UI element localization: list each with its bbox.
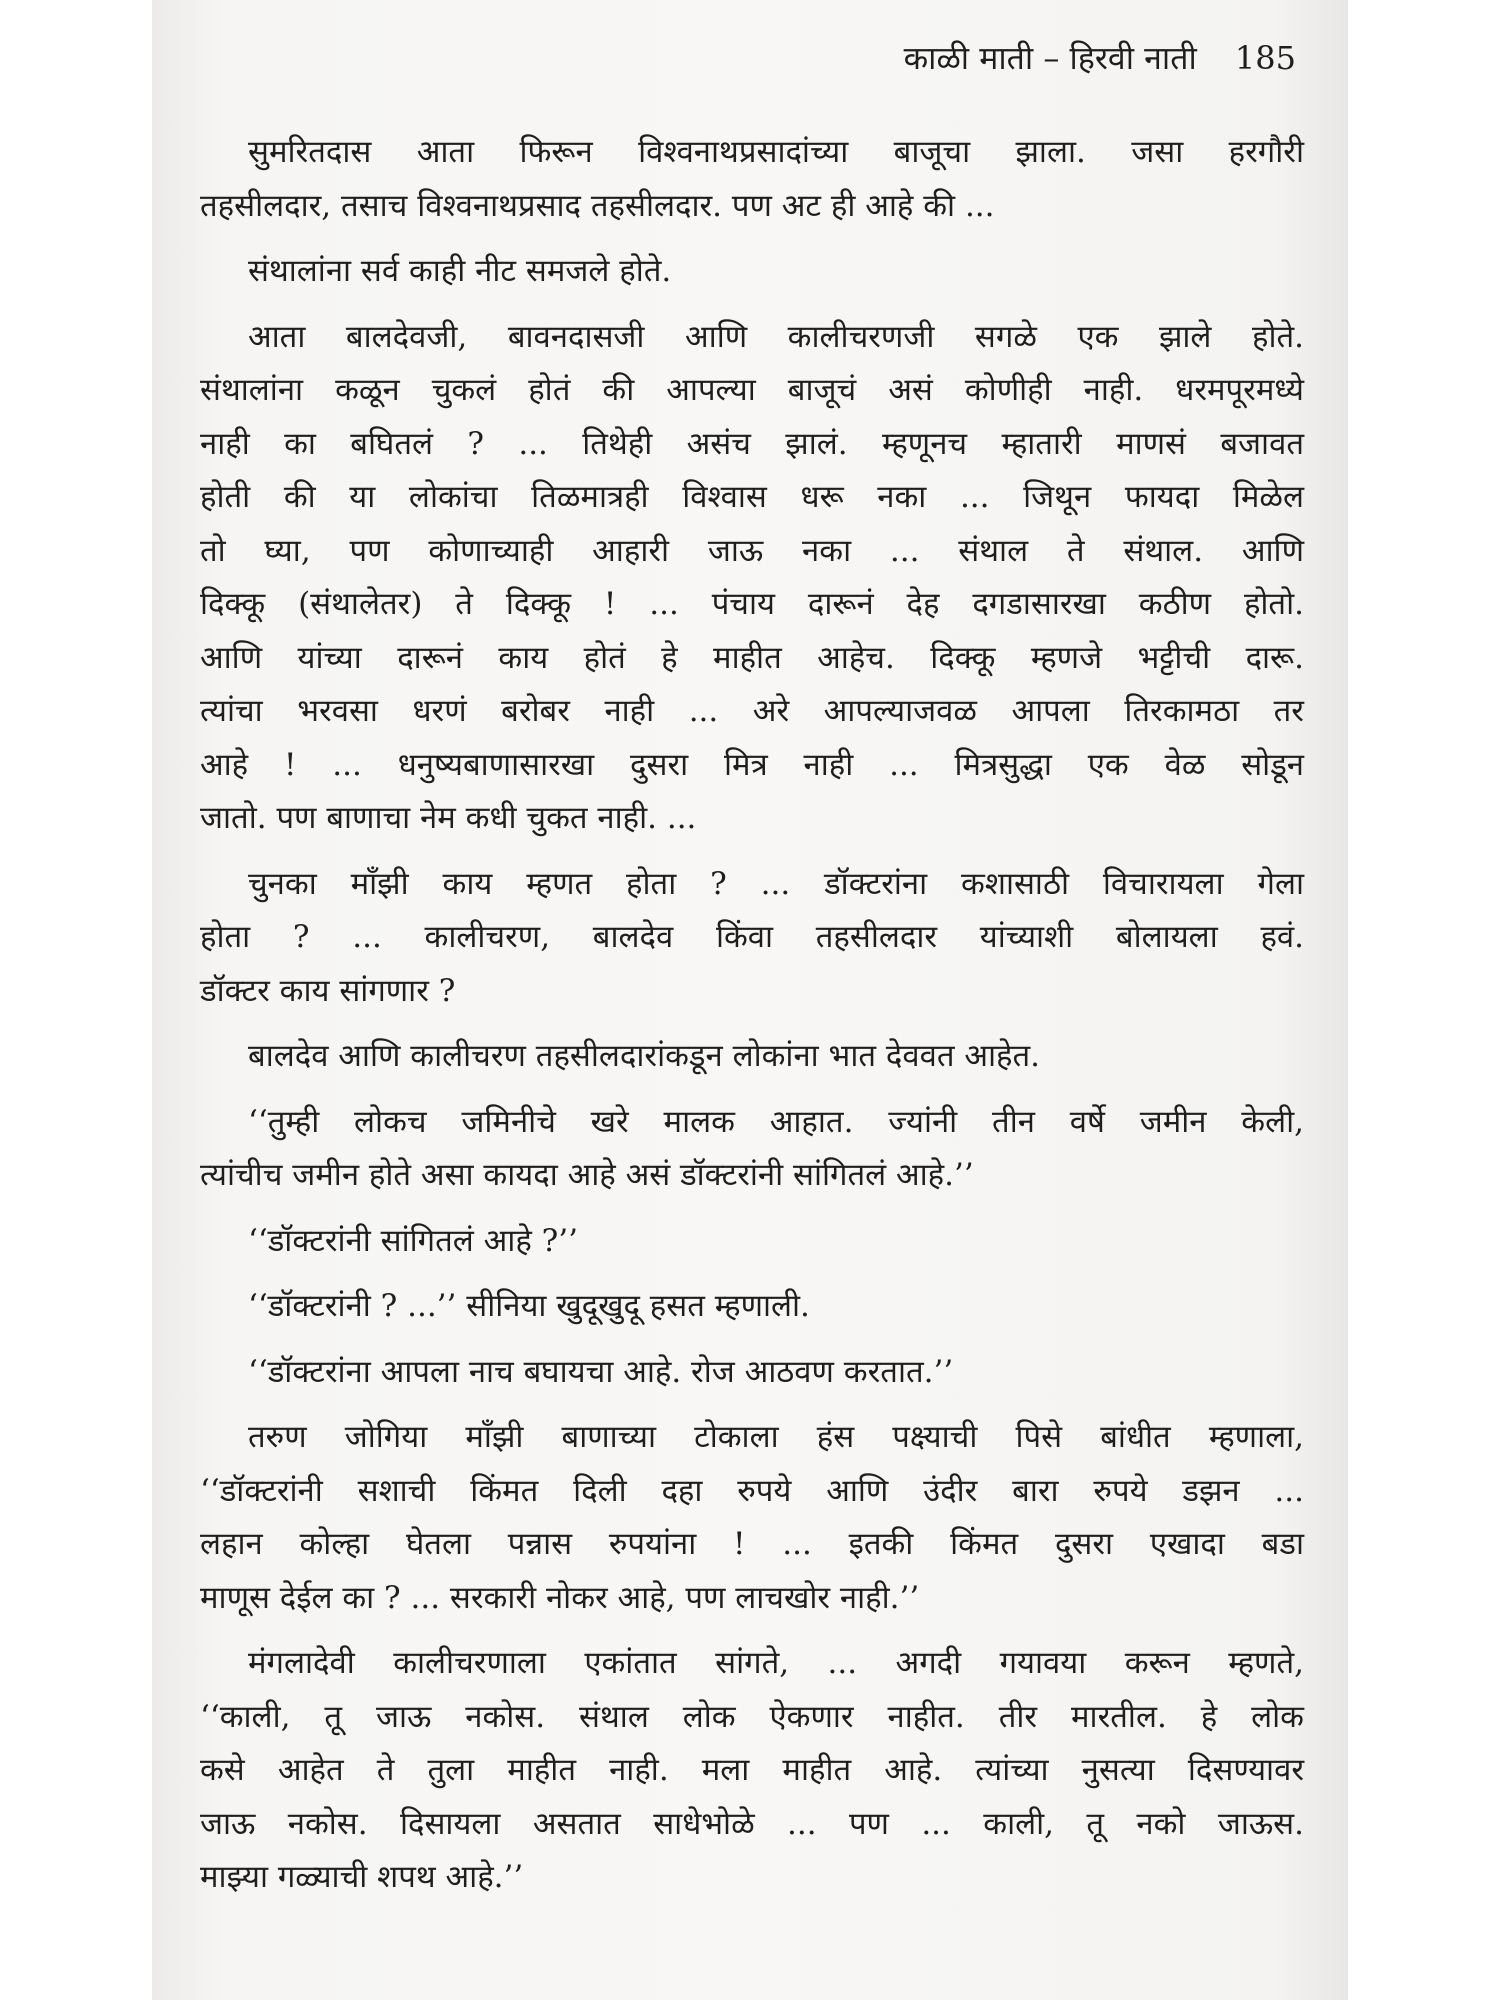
- running-header: [904, 36, 1296, 80]
- text-line: माणूस देईल का ? ... सरकारी नोकर आहे, पण लाचखोर नाही.’’: [200, 1579, 920, 1616]
- text-line: तो घ्या, पण कोणाच्याही आहारी जाऊ नका ... संथाल ते संथाल. आणि: [200, 532, 1304, 569]
- paragraph: [200, 1637, 1304, 1905]
- text-line: चुनका माँझी काय म्हणत होता ? ... डॉक्टरांना कशासाठी विचारायला गेला: [248, 865, 1304, 902]
- text-line: आहे ! ... धनुष्यबाणासारखा दुसरा मित्र नाही ... मित्रसुद्धा एक वेळ सोडून: [200, 746, 1304, 783]
- text-line: आणि यांच्या दारूनं काय होतं हे माहीत आहेच. दिक्कू म्हणजे भट्टीची दारू.: [200, 639, 1304, 676]
- text-line: त्यांचीच जमीन होते असा कायदा आहे असं डॉक्टरांनी सांगितलं आहे.’’: [200, 1157, 974, 1193]
- paragraph: [200, 311, 1304, 846]
- paragraph: [200, 1411, 1304, 1625]
- paragraph: [200, 1346, 1304, 1400]
- text-line: होता ? ... कालीचरण, बालदेव किंवा तहसीलदार यांच्याशी बोलायला हवं.: [200, 919, 1304, 955]
- paragraph: [200, 1030, 1304, 1084]
- text-line: ‘‘डॉक्टरांनी सशाची किंमत दिली दहा रुपये आणि उंदीर बारा रुपये डझन ...: [200, 1472, 1304, 1509]
- text-line: संथालांना सर्व काही नीट समजले होते.: [248, 253, 672, 289]
- text-line: ‘‘डॉक्टरांना आपला नाच बघायचा आहे. रोज आठवण करतात.’’: [248, 1353, 954, 1390]
- text-line: माझ्या गळ्याची शपथ आहे.’’: [200, 1859, 524, 1895]
- text-line: जातो. पण बाणाचा नेम कधी चुकत नाही. ...: [200, 800, 697, 836]
- text-line: आता बालदेवजी, बावनदासजी आणि कालीचरणजी सगळे एक झाले होते.: [248, 318, 1304, 355]
- right-margin: [1348, 0, 1500, 2000]
- text-line: लहान कोल्हा घेतला पन्नास रुपयांना ! ... इतकी किंमत दुसरा एखादा बडा: [200, 1526, 1304, 1562]
- page-number: 185: [1234, 39, 1296, 77]
- text-line: संथालांना कळून चुकलं होतं की आपल्या बाजूचं असं कोणीही नाही. धरमपूरमध्ये: [200, 372, 1304, 408]
- text-line: दिक्कू (संथालेतर) ते दिक्कू ! ... पंचाय दारूनं देह दगडासारखा कठीण होतो.: [200, 586, 1304, 622]
- text-line: ‘‘डॉक्टरांनी ? ...’’ सीनिया खुदूखुदू हसत म्हणाली.: [248, 1288, 810, 1324]
- text-line: कसे आहेत ते तुला माहीत नाही. मला माहीत आहे. त्यांच्या नुसत्या दिसण्यावर: [200, 1752, 1304, 1788]
- text-line: तहसीलदार, तसाच विश्वनाथप्रसाद तहसीलदार. पण अट ही आहे की ...: [200, 187, 995, 224]
- paragraph: [200, 858, 1304, 1019]
- text-line: जाऊ नकोस. दिसायला असतात साधेभोळे ... पण ... काली, तू नको जाऊस.: [200, 1805, 1304, 1842]
- text-line: सुमरितदास आता फिरून विश्वनाथप्रसादांच्या बाजूचा झाला. जसा हरगौरी: [248, 134, 1304, 170]
- paragraph: [200, 1215, 1304, 1269]
- text-line: ‘‘डॉक्टरांनी सांगितलं आहे ?’’: [248, 1222, 578, 1259]
- text-line: तरुण जोगिया माँझी बाणाच्या टोकाला हंस पक्ष्याची पिसे बांधीत म्हणाला,: [248, 1419, 1304, 1455]
- paragraph: [200, 245, 1304, 299]
- page-body: [200, 126, 1304, 1917]
- text-line: नाही का बघितलं ? ... तिथेही असंच झालं. म्हणूनच म्हातारी माणसं बजावत: [200, 425, 1304, 462]
- text-line: मंगलादेवी कालीचरणाला एकांतात सांगते, ... अगदी गयावया करून म्हणते,: [248, 1645, 1304, 1681]
- text-line: त्यांचा भरवसा धरणं बरोबर नाही ... अरे आपल्याजवळ आपला तिरकामठा तर: [200, 693, 1304, 729]
- text-line: ‘‘काली, तू जाऊ नकोस. संथाल लोक ऐकणार नाहीत. तीर मारतील. हे लोक: [200, 1698, 1304, 1735]
- text-line: बालदेव आणि कालीचरण तहसीलदारांकडून लोकांना भात देववत आहेत.: [248, 1038, 1041, 1074]
- paragraph: [200, 1280, 1304, 1334]
- text-line: ‘‘तुम्ही लोकच जमिनीचे खरे मालक आहात. ज्यांनी तीन वर्षे जमीन केली,: [248, 1103, 1304, 1140]
- book-title: काळी माती – हिरवी नाती: [903, 39, 1197, 77]
- paragraph: [200, 126, 1304, 233]
- text-line: होती की या लोकांचा तिळमात्रही विश्वास धरू नका ... जिथून फायदा मिळेल: [200, 479, 1304, 515]
- left-margin: [0, 0, 152, 2000]
- text-line: डॉक्टर काय सांगणार ?: [200, 972, 456, 1009]
- paragraph: [200, 1096, 1304, 1203]
- book-page: [152, 0, 1348, 2000]
